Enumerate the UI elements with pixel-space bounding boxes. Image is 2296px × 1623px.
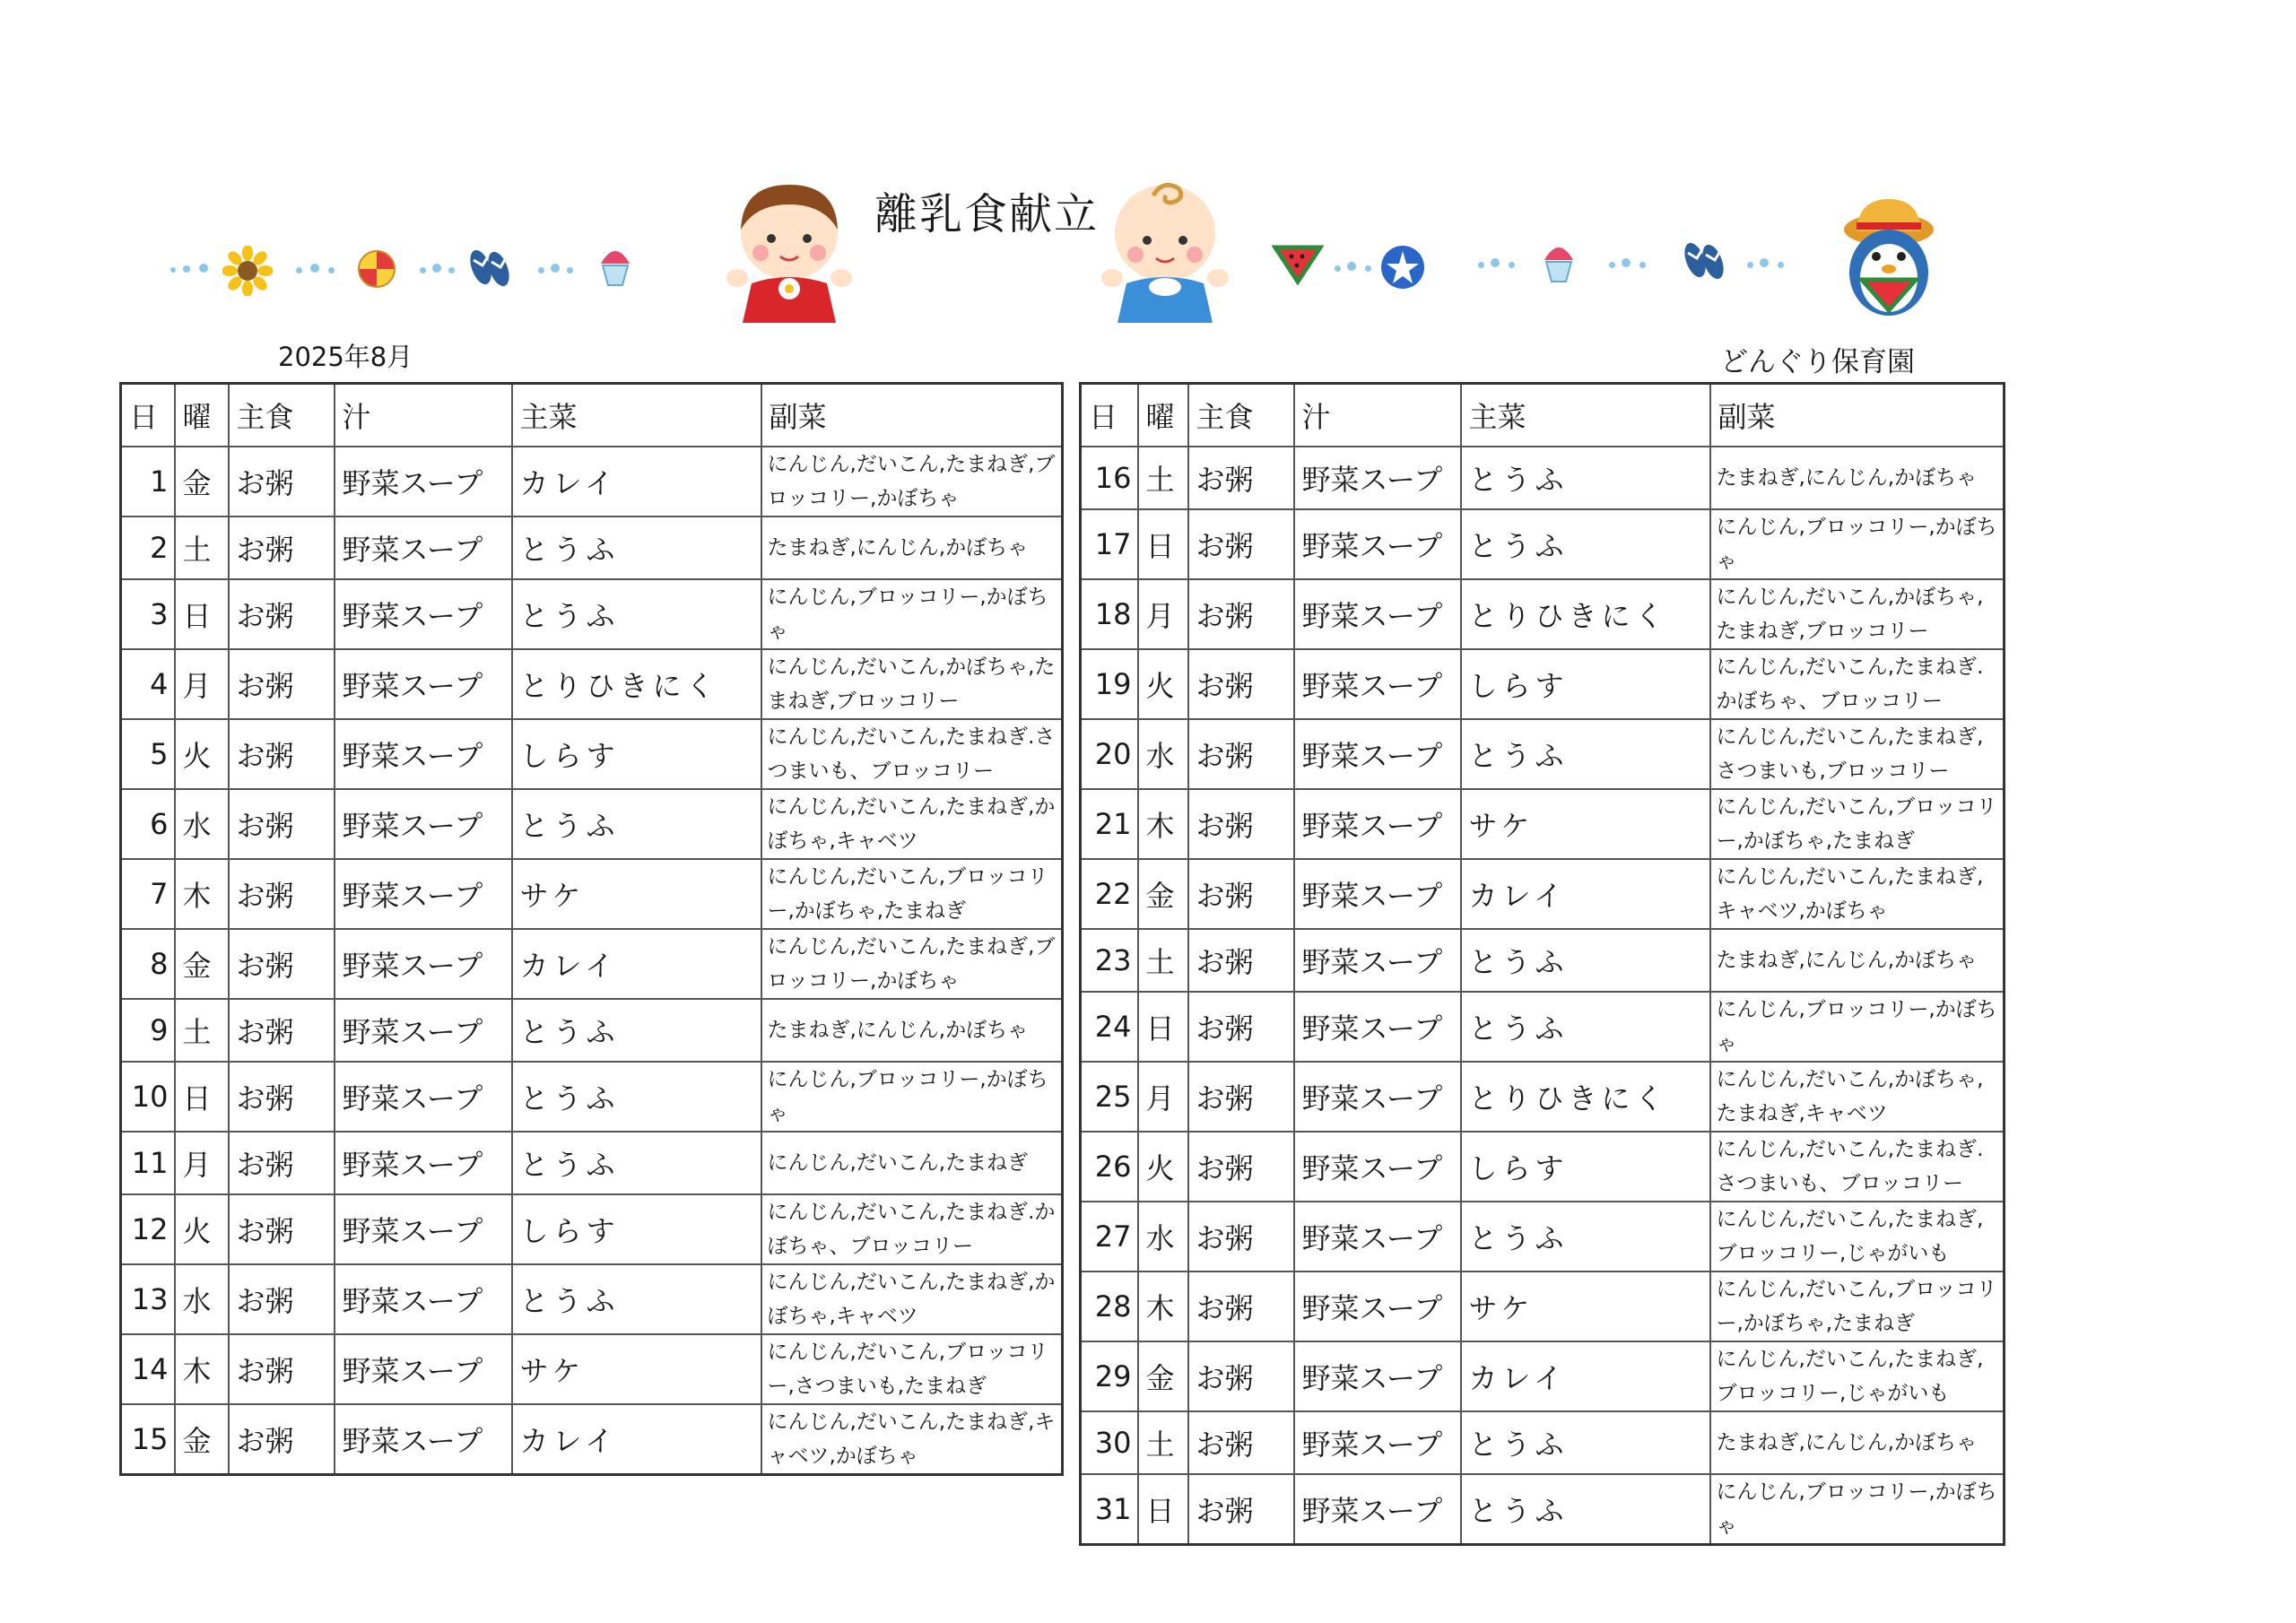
page-title: 離乳食献立 [874, 189, 1100, 239]
day-cell: 17 [1081, 509, 1138, 579]
staple-cell: お粥 [229, 859, 335, 929]
shaved-ice-icon [1541, 240, 1577, 285]
day-cell: 12 [121, 1194, 175, 1264]
day-cell: 22 [1081, 859, 1138, 929]
side-dish-cell: にんじん,だいこん,たまねぎ,ブロッコリー,かぼちゃ [761, 447, 1063, 516]
main-dish-cell: とりひきにく [1461, 1062, 1710, 1132]
soup-cell: 野菜スープ [1294, 579, 1461, 649]
shaved-ice-icon [597, 244, 633, 289]
side-dish-cell: たまねぎ,にんじん,かぼちゃ [1710, 929, 2005, 992]
col-header-main: 主菜 [1461, 384, 1710, 447]
table-row [121, 1132, 1063, 1194]
col-header-staple: 主食 [229, 384, 335, 447]
weekday-cell: 金 [1138, 1341, 1188, 1411]
table-row [1081, 1411, 2005, 1474]
side-dish-cell: にんじん,だいこん,たまねぎ.さつまいも、ブロッコリー [761, 719, 1063, 789]
day-cell: 2 [121, 516, 175, 579]
day-cell: 23 [1081, 929, 1138, 992]
weekday-cell: 土 [175, 516, 229, 579]
weekday-cell: 月 [1138, 1062, 1188, 1132]
staple-cell: お粥 [1188, 1474, 1294, 1545]
staple-cell: お粥 [229, 1334, 335, 1404]
table-row [121, 859, 1063, 929]
side-dish-cell: にんじん,だいこん,ブロッコリー,かぼちゃ,たまねぎ [1710, 789, 2005, 859]
day-cell: 8 [121, 929, 175, 999]
soup-cell: 野菜スープ [1294, 719, 1461, 789]
weekday-cell: 金 [175, 447, 229, 516]
side-dish-cell: にんじん,ブロッコリー,かぼちゃ [1710, 1474, 2005, 1545]
day-cell: 31 [1081, 1474, 1138, 1545]
soup-cell: 野菜スープ [1294, 1341, 1461, 1411]
main-dish-cell: しらす [1461, 649, 1710, 719]
main-dish-cell: とりひきにく [1461, 579, 1710, 649]
soup-cell: 野菜スープ [335, 1062, 512, 1132]
weekday-cell: 火 [175, 719, 229, 789]
soup-cell: 野菜スープ [335, 1404, 512, 1475]
main-dish-cell: サケ [512, 1334, 761, 1404]
staple-cell: お粥 [1188, 1271, 1294, 1341]
table-row [1081, 789, 2005, 859]
staple-cell: お粥 [1188, 579, 1294, 649]
day-cell: 7 [121, 859, 175, 929]
side-dish-cell: たまねぎ,にんじん,かぼちゃ [1710, 1411, 2005, 1474]
table-row [1081, 929, 2005, 992]
main-dish-cell: カレイ [1461, 859, 1710, 929]
soup-cell: 野菜スープ [335, 516, 512, 579]
weekday-cell: 木 [1138, 1271, 1188, 1341]
weekday-cell: 土 [1138, 1411, 1188, 1474]
table-row [1081, 1202, 2005, 1271]
side-dish-cell: にんじん,だいこん,ブロッコリー,かぼちゃ,たまねぎ [1710, 1271, 2005, 1341]
soup-cell: 野菜スープ [335, 447, 512, 516]
weekday-cell: 火 [1138, 1132, 1188, 1202]
main-dish-cell: とうふ [512, 1264, 761, 1334]
main-dish-cell: とうふ [512, 1132, 761, 1194]
day-cell: 19 [1081, 649, 1138, 719]
staple-cell: お粥 [229, 1132, 335, 1194]
table-row [1081, 859, 2005, 929]
table-row [121, 999, 1063, 1062]
side-dish-cell: にんじん,だいこん,ブロッコリー,さつまいも,たまねぎ [761, 1334, 1063, 1404]
side-dish-cell: にんじん,ブロッコリー,かぼちゃ [1710, 992, 2005, 1062]
table-row [121, 447, 1063, 516]
table-row [1081, 1062, 2005, 1132]
side-dish-cell: にんじん,だいこん,たまねぎ,キャベツ,かぼちゃ [761, 1404, 1063, 1475]
col-header-day: 日 [121, 384, 175, 447]
soup-cell: 野菜スープ [1294, 859, 1461, 929]
col-header-weekday: 曜 [175, 384, 229, 447]
table-row [121, 579, 1063, 649]
sunflower-icon [222, 246, 273, 296]
soup-cell: 野菜スープ [1294, 649, 1461, 719]
menu-rows-right [1081, 447, 2005, 1545]
table-row [1081, 1474, 2005, 1545]
day-cell: 26 [1081, 1132, 1138, 1202]
day-cell: 25 [1081, 1062, 1138, 1132]
soup-cell: 野菜スープ [335, 1264, 512, 1334]
staple-cell: お粥 [1188, 509, 1294, 579]
baby-girl-icon [725, 178, 854, 328]
weekday-cell: 金 [175, 1404, 229, 1475]
weekday-cell: 月 [175, 1132, 229, 1194]
day-cell: 9 [121, 999, 175, 1062]
side-dish-cell: にんじん,ブロッコリー,かぼちゃ [761, 579, 1063, 649]
table-row [1081, 509, 2005, 579]
table-row [1081, 579, 2005, 649]
day-cell: 20 [1081, 719, 1138, 789]
col-header-staple: 主食 [1188, 384, 1294, 447]
day-cell: 18 [1081, 579, 1138, 649]
staple-cell: お粥 [1188, 859, 1294, 929]
main-dish-cell: とうふ [512, 789, 761, 859]
left-decoration-strip [170, 242, 655, 296]
menu-table-left [119, 382, 1064, 1476]
col-header-day: 日 [1081, 384, 1138, 447]
weekday-cell: 日 [1138, 509, 1188, 579]
side-dish-cell: にんじん,だいこん,たまねぎ,キャベツ,かぼちゃ [1710, 859, 2005, 929]
weekday-cell: 月 [175, 649, 229, 719]
main-dish-cell: とうふ [1461, 447, 1710, 509]
side-dish-cell: にんじん,だいこん,たまねぎ,ブロッコリー,じゃがいも [1710, 1341, 2005, 1411]
table-row [121, 1062, 1063, 1132]
main-dish-cell: カレイ [512, 1404, 761, 1475]
day-cell: 14 [121, 1334, 175, 1404]
weekday-cell: 木 [175, 1334, 229, 1404]
weekday-cell: 土 [1138, 447, 1188, 509]
col-header-main: 主菜 [512, 384, 761, 447]
day-cell: 15 [121, 1404, 175, 1475]
morning-glory-icon [1378, 242, 1428, 292]
watermelon-icon [1272, 240, 1324, 285]
side-dish-cell: にんじん,だいこん,かぼちゃ,たまねぎ,ブロッコリー [761, 649, 1063, 719]
table-row [121, 789, 1063, 859]
side-dish-cell: にんじん,だいこん,たまねぎ.さつまいも、ブロッコリー [1710, 1132, 2005, 1202]
staple-cell: お粥 [1188, 789, 1294, 859]
main-dish-cell: とりひきにく [512, 649, 761, 719]
weekday-cell: 火 [175, 1194, 229, 1264]
col-header-side: 副菜 [1710, 384, 2005, 447]
soup-cell: 野菜スープ [1294, 509, 1461, 579]
side-dish-cell: にんじん,だいこん,かぼちゃ,たまねぎ,キャベツ [1710, 1062, 2005, 1132]
table-row [1081, 1132, 2005, 1202]
header-row [1081, 384, 2005, 447]
staple-cell: お粥 [229, 516, 335, 579]
main-dish-cell: カレイ [1461, 1341, 1710, 1411]
soup-cell: 野菜スープ [335, 1334, 512, 1404]
side-dish-cell: たまねぎ,にんじん,かぼちゃ [761, 999, 1063, 1062]
main-dish-cell: とうふ [1461, 1474, 1710, 1545]
soup-cell: 野菜スープ [335, 1194, 512, 1264]
menu-table-right [1079, 382, 2005, 1546]
table-row [1081, 1271, 2005, 1341]
staple-cell: お粥 [1188, 992, 1294, 1062]
table-row [121, 1264, 1063, 1334]
main-dish-cell: とうふ [512, 1062, 761, 1132]
table-row [121, 929, 1063, 999]
header-row [121, 384, 1063, 447]
staple-cell: お粥 [1188, 1062, 1294, 1132]
staple-cell: お粥 [229, 1194, 335, 1264]
soup-cell: 野菜スープ [335, 719, 512, 789]
school-name: どんぐり保育園 [1720, 346, 1915, 378]
main-dish-cell: とうふ [1461, 992, 1710, 1062]
weekday-cell: 日 [1138, 1474, 1188, 1545]
main-dish-cell: とうふ [1461, 509, 1710, 579]
side-dish-cell: にんじん,だいこん,ブロッコリー,かぼちゃ,たまねぎ [761, 859, 1063, 929]
table-row [121, 516, 1063, 579]
weekday-cell: 水 [175, 789, 229, 859]
weekday-cell: 木 [1138, 789, 1188, 859]
staple-cell: お粥 [1188, 719, 1294, 789]
day-cell: 11 [121, 1132, 175, 1194]
soup-cell: 野菜スープ [335, 999, 512, 1062]
side-dish-cell: にんじん,ブロッコリー,かぼちゃ [761, 1062, 1063, 1132]
day-cell: 28 [1081, 1271, 1138, 1341]
weekday-cell: 金 [1138, 859, 1188, 929]
main-dish-cell: とうふ [1461, 929, 1710, 992]
soup-cell: 野菜スープ [1294, 929, 1461, 992]
soup-cell: 野菜スープ [1294, 1132, 1461, 1202]
staple-cell: お粥 [1188, 1411, 1294, 1474]
soup-cell: 野菜スープ [335, 859, 512, 929]
staple-cell: お粥 [229, 719, 335, 789]
main-dish-cell: しらす [512, 719, 761, 789]
side-dish-cell: たまねぎ,にんじん,かぼちゃ [761, 516, 1063, 579]
staple-cell: お粥 [229, 447, 335, 516]
day-cell: 24 [1081, 992, 1138, 1062]
col-header-soup: 汁 [335, 384, 512, 447]
main-dish-cell: しらす [1461, 1132, 1710, 1202]
staple-cell: お粥 [1188, 1132, 1294, 1202]
staple-cell: お粥 [229, 1062, 335, 1132]
soup-cell: 野菜スープ [1294, 1411, 1461, 1474]
col-header-side: 副菜 [761, 384, 1063, 447]
soup-cell: 野菜スープ [1294, 789, 1461, 859]
table-row [1081, 719, 2005, 789]
table-row [1081, 447, 2005, 509]
menu-rows-left [121, 447, 1063, 1475]
side-dish-cell: にんじん,だいこん,たまねぎ,かぼちゃ,キャベツ [761, 1264, 1063, 1334]
main-dish-cell: サケ [1461, 789, 1710, 859]
sandals-icon [1681, 237, 1727, 283]
soup-cell: 野菜スープ [1294, 447, 1461, 509]
side-dish-cell: にんじん,だいこん,たまねぎ [761, 1132, 1063, 1194]
side-dish-cell: にんじん,だいこん,かぼちゃ,たまねぎ,ブロッコリー [1710, 579, 2005, 649]
day-cell: 13 [121, 1264, 175, 1334]
sandals-icon [466, 246, 513, 289]
weekday-cell: 土 [1138, 929, 1188, 992]
staple-cell: お粥 [229, 999, 335, 1062]
right-decoration-strip [1272, 233, 1810, 296]
side-dish-cell: にんじん,だいこん,たまねぎ,かぼちゃ,キャベツ [761, 789, 1063, 859]
day-cell: 10 [121, 1062, 175, 1132]
soup-cell: 野菜スープ [1294, 1474, 1461, 1545]
side-dish-cell: にんじん,だいこん,たまねぎ.かぼちゃ、ブロッコリー [761, 1194, 1063, 1264]
col-header-weekday: 曜 [1138, 384, 1188, 447]
weekday-cell: 水 [175, 1264, 229, 1334]
side-dish-cell: にんじん,だいこん,たまねぎ,さつまいも,ブロッコリー [1710, 719, 2005, 789]
weekday-cell: 日 [175, 579, 229, 649]
side-dish-cell: たまねぎ,にんじん,かぼちゃ [1710, 447, 2005, 509]
table-row [121, 649, 1063, 719]
weekday-cell: 水 [1138, 1202, 1188, 1271]
day-cell: 1 [121, 447, 175, 516]
soup-cell: 野菜スープ [335, 649, 512, 719]
main-dish-cell: しらす [512, 1194, 761, 1264]
staple-cell: お粥 [229, 929, 335, 999]
table-row [1081, 649, 2005, 719]
main-dish-cell: サケ [1461, 1271, 1710, 1341]
staple-cell: お粥 [229, 1264, 335, 1334]
soup-cell: 野菜スープ [335, 929, 512, 999]
main-dish-cell: とうふ [1461, 719, 1710, 789]
soup-cell: 野菜スープ [1294, 1271, 1461, 1341]
day-cell: 27 [1081, 1202, 1138, 1271]
table-row [121, 1404, 1063, 1475]
day-cell: 21 [1081, 789, 1138, 859]
beach-ball-icon [357, 249, 396, 289]
main-dish-cell: とうふ [1461, 1411, 1710, 1474]
table-row [121, 1194, 1063, 1264]
soup-cell: 野菜スープ [335, 1132, 512, 1194]
main-dish-cell: とうふ [512, 516, 761, 579]
staple-cell: お粥 [229, 649, 335, 719]
table-row [121, 1334, 1063, 1404]
main-dish-cell: カレイ [512, 447, 761, 516]
staple-cell: お粥 [1188, 447, 1294, 509]
table-row [1081, 992, 2005, 1062]
soup-cell: 野菜スープ [1294, 992, 1461, 1062]
penguin-icon [1837, 194, 1941, 325]
weekday-cell: 金 [175, 929, 229, 999]
weekday-cell: 水 [1138, 719, 1188, 789]
soup-cell: 野菜スープ [1294, 1062, 1461, 1132]
staple-cell: お粥 [1188, 1202, 1294, 1271]
day-cell: 5 [121, 719, 175, 789]
weekday-cell: 月 [1138, 579, 1188, 649]
side-dish-cell: にんじん,だいこん,たまねぎ,ブロッコリー,じゃがいも [1710, 1202, 2005, 1271]
weekday-cell: 日 [175, 1062, 229, 1132]
main-dish-cell: カレイ [512, 929, 761, 999]
staple-cell: お粥 [229, 1404, 335, 1475]
month-label: 2025年8月 [278, 342, 413, 372]
baby-boy-icon [1100, 176, 1231, 328]
staple-cell: お粥 [1188, 1341, 1294, 1411]
day-cell: 16 [1081, 447, 1138, 509]
weekday-cell: 土 [175, 999, 229, 1062]
soup-cell: 野菜スープ [335, 789, 512, 859]
col-header-soup: 汁 [1294, 384, 1461, 447]
main-dish-cell: とうふ [512, 999, 761, 1062]
staple-cell: お粥 [1188, 929, 1294, 992]
day-cell: 4 [121, 649, 175, 719]
staple-cell: お粥 [229, 579, 335, 649]
day-cell: 6 [121, 789, 175, 859]
staple-cell: お粥 [229, 789, 335, 859]
soup-cell: 野菜スープ [335, 579, 512, 649]
weekday-cell: 火 [1138, 649, 1188, 719]
side-dish-cell: にんじん,だいこん,たまねぎ,ブロッコリー,かぼちゃ [761, 929, 1063, 999]
day-cell: 30 [1081, 1411, 1138, 1474]
side-dish-cell: にんじん,ブロッコリー,かぼちゃ [1710, 509, 2005, 579]
staple-cell: お粥 [1188, 649, 1294, 719]
day-cell: 29 [1081, 1341, 1138, 1411]
main-dish-cell: とうふ [1461, 1202, 1710, 1271]
weekday-cell: 木 [175, 859, 229, 929]
table-row [1081, 1341, 2005, 1411]
day-cell: 3 [121, 579, 175, 649]
main-dish-cell: とうふ [512, 579, 761, 649]
table-row [121, 719, 1063, 789]
weekday-cell: 日 [1138, 992, 1188, 1062]
main-dish-cell: サケ [512, 859, 761, 929]
side-dish-cell: にんじん,だいこん,たまねぎ.かぼちゃ、ブロッコリー [1710, 649, 2005, 719]
soup-cell: 野菜スープ [1294, 1202, 1461, 1271]
